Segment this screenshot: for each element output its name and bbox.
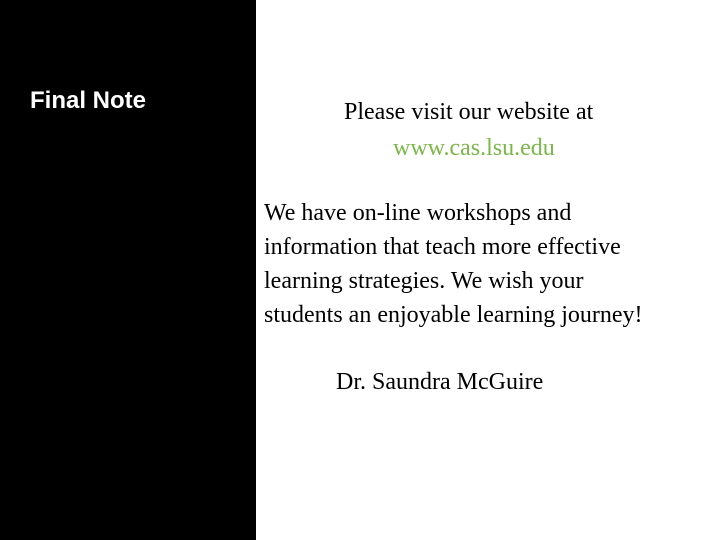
body-line: We have on-line workshops and (264, 200, 572, 226)
website-link[interactable]: www.cas.lsu.edu (393, 135, 555, 161)
body-line: learning strategies. We wish your (264, 268, 584, 294)
left-panel (0, 0, 256, 540)
body-paragraph (264, 196, 716, 332)
body-line: students an enjoyable learning journey! (264, 302, 643, 328)
signature: Dr. Saundra McGuire (336, 369, 544, 395)
slide-title: Final Note (30, 87, 147, 114)
body-line: information that teach more effective (264, 234, 621, 260)
visit-website-text: Please visit our website at (344, 99, 594, 125)
